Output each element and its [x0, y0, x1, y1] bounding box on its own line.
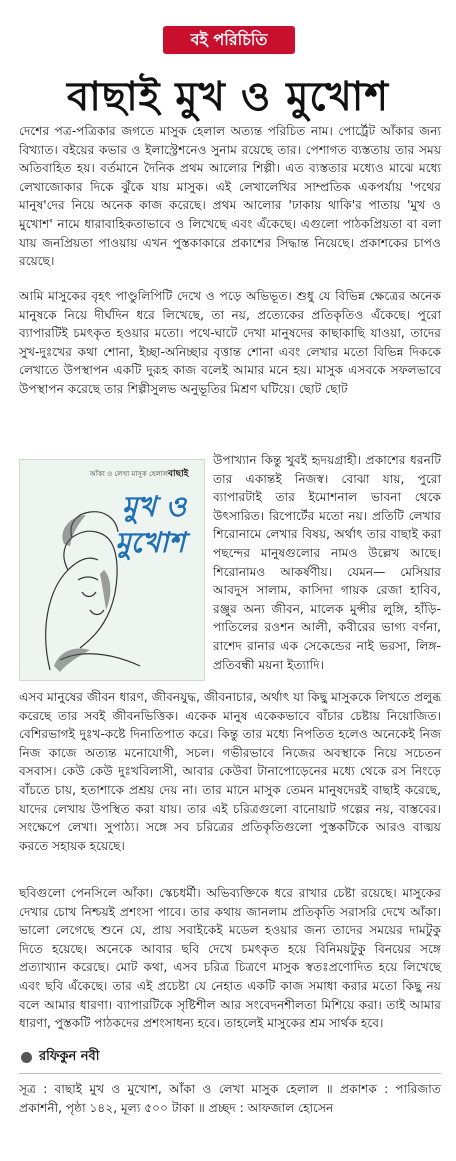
author-byline: [0, 1045, 456, 1069]
section-badge: বই পরিচিতি: [163, 26, 295, 54]
headline: বাছাই মুখ ও মুখোশ: [66, 74, 390, 120]
cover-small-title: বাছাই: [168, 469, 189, 479]
book-cover-image: [19, 459, 205, 681]
bullet-dot-icon: [21, 1052, 32, 1063]
divider: [19, 1073, 441, 1074]
cover-title-line-2: মুখোশ: [115, 526, 185, 559]
paragraph-1: দেশের পত্র-পত্রিকার জগতে মাসুক হেলাল অত্যন্ত পরিচিত নাম। পোর্ট্রেট আঁকার জন্য বিখ্যাত। বইয়ের কভার ও ইলাস্ট্রেশনেও সুনাম রয়েছে তার। পেশাগত ব্যস্ততায় তার সময় অতিবাহিত হয়। বর্তমানে দৈনিক প্রথম আলোর শিল্পী। এত ব্যস্ততার মধ্যেও মাঝে মধ্যে লেখাজোকার দিকে ঝুঁকে যায় মাসুক। এই লেখালেখির সাম্প্রতিক একপর্যায় 'পথের মানুষ'দের নিয়ে অনেক কাজ করেছে। প্রথম আলোর 'ঢাকায় থাকি'র পাতায় 'মুখ ও মুখোশ' নামে ধারাবাহিকতাভাবে ও লিখেছে এবং এঁকেছে। এগুলো পাঠকপ্রিয়তা বা বলা যায় জনপ্রিয়তা পাওয়ায় এখন পুস্তকাকারে প্রকাশের সিদ্ধান্ত নিয়েছে। প্রকাশকের চাপও রয়েছে।: [19, 124, 441, 269]
paragraph-4: ছবিগুলো পেনসিলে আঁকা। স্কেচধর্মী। অভিব্যক্তিকে ধরে রাখার চেষ্টা রয়েছে। মাসুকের দেখার চোখ নিশ্চয়ই প্রশংসা পাবে। তার কথায় জানলাম প্রতিকৃতি সরাসরি দেখে আঁকা। ভালো লেগেছে শুনে যে, প্রায় সবাইকেই মডেল হওয়ার জন্য তাদের সময়ের দামটুকু দিতে হয়েছে। অনেকে আবার ছবি দেখে চমৎকৃত হয়ে বিনিময়টুকু বিনয়ের সঙ্গে প্রত্যাখ্যান করেছে। মোট কথা, এসব চরিত্র চিত্রণে মাসুক স্বতঃপ্রণোদিত হয়ে লিখেছে এবং ছবি এঁকেছে। তার এই প্রচেষ্টা যে নেহাত একটি কাজ সমাধা করার মতো কিছু নয় বলে আমার ধারণা। ব্যাপারটিকে সৃষ্টিশীল আর সংবেদনশীলতা মিশিয়ে করা। তাই আমার ধারণা, পুস্তকটি পাঠকদের প্রশংসাধন্য হবে। তাহলেই মাসুকের শ্রম সার্থক হবে।: [19, 886, 441, 1031]
source-citation: সূত্র : বাছাই মুখ ও মুখোশ, আঁকা ও লেখা মাসুক হেলাল ॥ প্রকাশক : পারিজাত প্রকাশনী, পৃষ্ঠা ১৪২, মূল্য ৫০০ টাকা ॥ প্রচ্ছদ : আফজাল হোসেন: [19, 1082, 441, 1115]
paragraph-2: আমি মাসুকের বৃহৎ পাণ্ডুলিপিটি দেখে ও পড়ে অভিভূত। শুধু যে বিভিন্ন ক্ষেত্রের অনেক মানুষকে নিয়ে দীর্ঘদিন ধরে লিখেছে, তা নয়, প্রত্যেকের প্রতিকৃতিও এঁকেছে। পুরো ব্যাপারটিই চমৎকৃত হওয়ার মতো। পথে-ঘাটে দেখা মানুষদের কাছাকাছি যাওয়া, তাদের সুখ-দুঃখের কথা শোনা, ইচ্ছা-অনিচ্ছার বৃত্তান্ত শোনা এবং লেখার মতো বিভিন্ন দিককে লেখাতে উপস্থাপন একটি দুরূহ কাজ বলেই আমার মনে হয়। মাসুক এসবকে সফলভাবে উপস্থাপন করেছে তার শিল্পীসুলভ অনুভূতির মিশ্রণ ঘটিয়ে। ছোট ছোট: [19, 289, 441, 396]
cover-title-line-1: মুখ ও: [121, 490, 187, 523]
paragraph-2-continued: উপাখ্যান কিন্তু খুবই হৃদয়গ্রাহী। প্রকাশের ধরনটি তার একান্তই নিজস্ব। বোঝা যায়, পুরো ব্যাপারটাই তার ইমোশনাল ভাবনা থেকে উৎসারিত। রিপোর্টের মতো নয়। প্রতিটি লেখার শিরোনামে লেখার বিষয়, অর্থাৎ তার বাছাই করা পছন্দের মানুষগুলোর নামও উল্লেখ আছে। শিরোনামও আকর্ষণীয়। যেমন— মেসিয়ার আবদুস সালাম, কাসিদা গায়ক রেজা হাবিব, রঞ্জুর অন্য জীবন, মালেক মুন্সীর লুঙ্গি, হাঁড়ি-পাতিলের রওশন আলী, কবীরের ভাগ্য বর্ণনা, রাশেদ রানার এক সেকেন্ডের নাই ভরসা, লিঙ্গ-প্রতিবন্ধী ময়না ইত্যাদি।: [213, 453, 441, 672]
paragraph-3: এসব মানুষের জীবন ধারণ, জীবনযুদ্ধ, জীবনাচার, অর্থাৎ যা কিছু মাসুককে লিখতে প্রলুব্ধ করেছে তার সবই জীবনভিত্তিক। একেক মানুষ একেকভাবে বাঁচার চেষ্টায় নিয়োজিত। বেশিরভাগই দুঃখ-কষ্টে দিনাতিপাত করে। কিন্তু তার মধ্যে নিপতিত হলেও অনেকেই নিজ নিজ কাজে অত্যন্ত মনোযোগী, সচল। গভীরভাবে নিজের অবস্থাকে নিয়ে সচেতন বসবাস। কেউ কেউ দুঃখবিলাসী, আবার কেউবা টানাপোড়েনের মধ্যে থেকে রস নিংড়ে বাঁচতে চায়, হতাশাকে প্রশ্রয় দেয় না। তার মানে মাসুক তেমন মানুষদেরই বাছাই করেছে, যাদের লেখায় উপস্থিত করা যায়। তার এই চরিত্রগুলো বানোয়াট গল্পের নয়, বাস্তবের। সংক্ষেপে লেখা। সুপাঠ্য। সঙ্গে সব চরিত্রের প্রতিকৃতিগুলো পুস্তকটিকে আরও বাঙ্ময় করতে সহায়ক হয়েছে।: [19, 690, 441, 853]
author-name: রফিকুন নবী: [39, 1049, 100, 1064]
cover-credit: আঁকা ও লেখা মাসুক হেলাল: [89, 470, 168, 478]
